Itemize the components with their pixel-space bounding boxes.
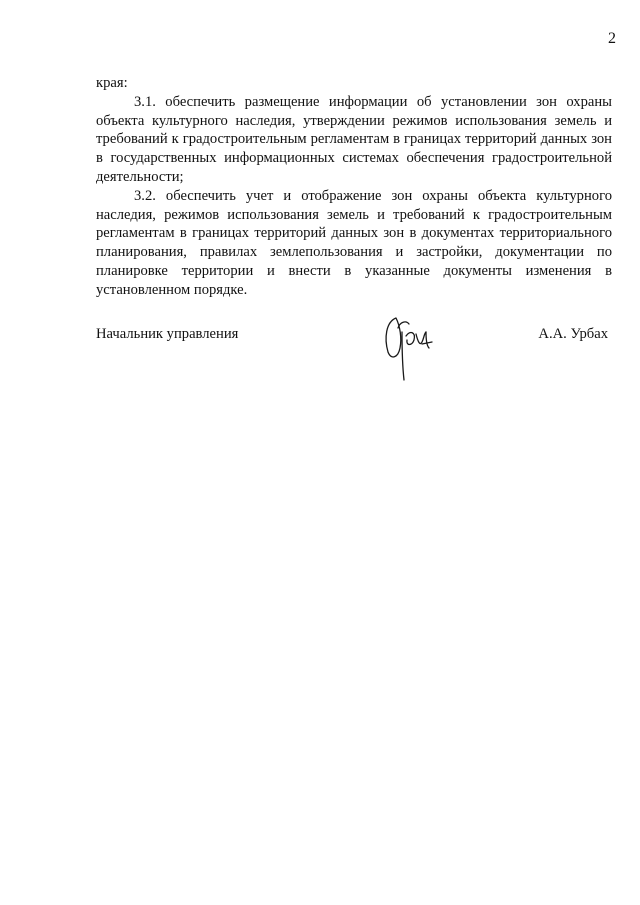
- clause-3-2: 3.2. обеспечить учет и отображение зон охраны объекта культурного наследия, режимов использования земель и требований к градостроительным регламентам в границах территорий данных зон в документах территориального планирования, правилах землепользования и застройки, документации по планировке территории и внести в указанные документы изменения в установленном порядке.: [96, 187, 612, 298]
- handwritten-signature: [376, 314, 440, 382]
- lead-in-text: края:: [96, 75, 128, 91]
- document-body: [96, 74, 612, 300]
- signature-block: [96, 314, 612, 384]
- page-number: 2: [608, 30, 616, 47]
- clause-3-1: 3.1. обеспечить размещение информации об установлении зон охраны объекта культурного наследия, утверждении режимов использования земель и требований к градостроительным регламентам в границах территорий данных зон в государственных информационных системах обеспечения градостроительной деятельности;: [96, 93, 612, 185]
- signatory-position: Начальник управления: [96, 326, 239, 342]
- signatory-name: А.А. Урбах: [538, 326, 608, 342]
